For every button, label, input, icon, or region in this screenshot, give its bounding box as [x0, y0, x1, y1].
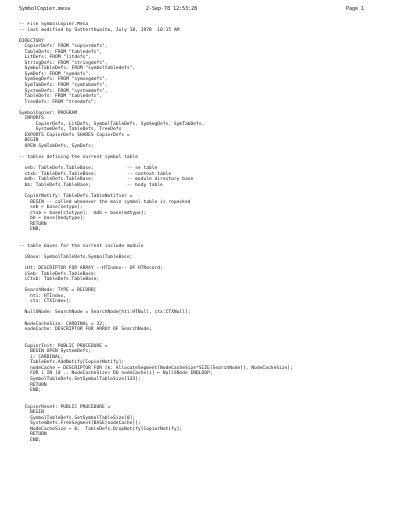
code-line: mdb: TableDefs.TableBase; -- module directory base [19, 177, 194, 183]
code-line: iCtxb: TableDefs.TableBase; [19, 277, 100, 283]
code-line: CopierReset: PUBLIC PROCEDURE = [19, 404, 111, 410]
code-line: SymSegDefs: FROM "symsegdefs", [19, 77, 108, 83]
code-line: SymbolTableDefs.SetSymbolTableSize[0]; [19, 415, 136, 421]
code-line: SystemDefs: FROM "systemdefs", [19, 88, 108, 94]
code-line: TableDefs: FROM "tabledefs", [19, 94, 102, 100]
code-line: bb: TableDefs.TableBase; -- body table [19, 182, 163, 188]
code-line: i: CARDINAL; [19, 354, 64, 360]
code-line: TableDefs.AddNotify[CopierNotify]; [19, 360, 125, 366]
code-line: NodeCacheSize: CARDINAL = 32; [19, 321, 105, 327]
header-datetime: 2-Sep-78 12:53:28 [146, 6, 198, 12]
code-line: RETURN [19, 382, 47, 388]
code-line: seb: TableDefs.TableBase; -- se table [19, 166, 158, 172]
code-line: END; [19, 438, 42, 444]
code-line: nodeCache: DESCRIPTOR FOR ARRAY OF SearchNode; [19, 327, 152, 333]
code-line: SymbolTableDefs: FROM "symboltabledefs", [19, 66, 136, 72]
code-line: seb ← base[setype]; [19, 205, 83, 211]
code-line: nodeCache ← DESCRIPTOR FOR [k: AllocateSegment[NodeCacheSize*SIZE[SearchNode]], NodeCacheSize]; [19, 365, 293, 371]
code-line: CopierDefs, LitDefs, SymbolTableDefs, SymSegDefs, SymTabDefs, [19, 121, 205, 127]
code-line: END; [19, 227, 42, 233]
code-line: IMPORTS [19, 116, 44, 122]
code-line: ctxb ← base[ctxtype]; mdb ← base[mdtype]; [19, 210, 147, 216]
code-line: -- File SymbolCopier.Mesa [19, 22, 89, 27]
code-line: BEGIN [19, 138, 39, 144]
code-line: NullSNode: SearchNode = SearchNode[hti:HTNull, ctx:CTXNull]; [19, 310, 191, 316]
code-line: CopierNotify: TableDefs.TableNotifier = [19, 193, 133, 199]
code-line: iHt: DESCRIPTOR FOR ARRAY --HTIndex-- OF HTRecord; [19, 266, 163, 272]
code-line: NodeCacheSize ← 0; TableDefs.DropNotify[CopierNotify]; [19, 426, 183, 432]
code-line: ctxb: TableDefs.TableBase; -- context table [19, 171, 172, 177]
code-line: DIRECTORY [19, 38, 44, 44]
code-line: EXPORTS CopierDefs SHARES CopierDefs = [19, 132, 130, 138]
code-line: SearchNode: TYPE = RECORD[ [19, 288, 97, 294]
code-line: TreeDefs: FROM "treedefs"; [19, 99, 97, 105]
code-line: bb ← base[bodytype]; [19, 216, 86, 222]
code-line: iBase: SymbolTableDefs.SymbolTableBase; [19, 254, 133, 260]
code-line: ctx: CTXIndex]; [19, 299, 72, 305]
header-page [346, 7, 364, 13]
code-line: -- tables defining the current symbol table [19, 155, 138, 161]
code-line: SymbolCopier: PROGRAM [19, 110, 78, 116]
code-line: SymTabDefs: FROM "symtabdefs", [19, 83, 108, 89]
code-line: StringDefs: FROM "stringdefs", [19, 60, 108, 66]
code-line: RETURN [19, 432, 47, 438]
code-line: SystemDefs, TableDefs, TreeDefs [19, 127, 122, 133]
code-line: SymDefs: FROM "symdefs", [19, 71, 91, 77]
code-line: -- last modified by Satterthwaite, July 18, 1978 10:15 AM [19, 27, 180, 33]
source-listing [19, 22, 389, 444]
header-page-number: 1 [361, 6, 365, 12]
code-line: iSeb: TableDefs.TableBase; [19, 271, 97, 277]
code-line: RETURN [19, 221, 47, 227]
code-line: SystemDefs.FreeSegment[BASE[nodeCache]]; [19, 421, 141, 427]
header-page-label: Page [346, 6, 359, 12]
code-line: -- table bases for the current include module [19, 243, 144, 249]
code-line: BEGIN [19, 410, 44, 416]
code-line: SymbolTableDefs.SetSymbolTableSize[133]; [19, 377, 141, 382]
code-line: END; [19, 388, 42, 394]
code-line: CopierDefs: FROM "copierdefs", [19, 44, 108, 50]
code-line: FOR i IN [0 .. NodeCacheSize) DO nodeCache[i] ← NullSNode ENDLOOP; [19, 371, 213, 377]
code-line: LitDefs: FROM "litdefs", [19, 55, 91, 61]
code-line: BEGIN -- called whenever the main symbol table is repacked [19, 199, 191, 205]
code-line: BEGIN OPEN SystemDefs; [19, 349, 91, 355]
code-line: hti: HTIndex, [19, 293, 67, 299]
code-line: CopierInit: PUBLIC PROCEDURE = [19, 343, 108, 349]
code-line: OPEN SymTabDefs, SymDefs; [19, 144, 94, 150]
code-line: TableDefs: FROM "tabledefs", [19, 49, 102, 55]
header-filename: SymbolCopier.mesa [19, 6, 71, 12]
